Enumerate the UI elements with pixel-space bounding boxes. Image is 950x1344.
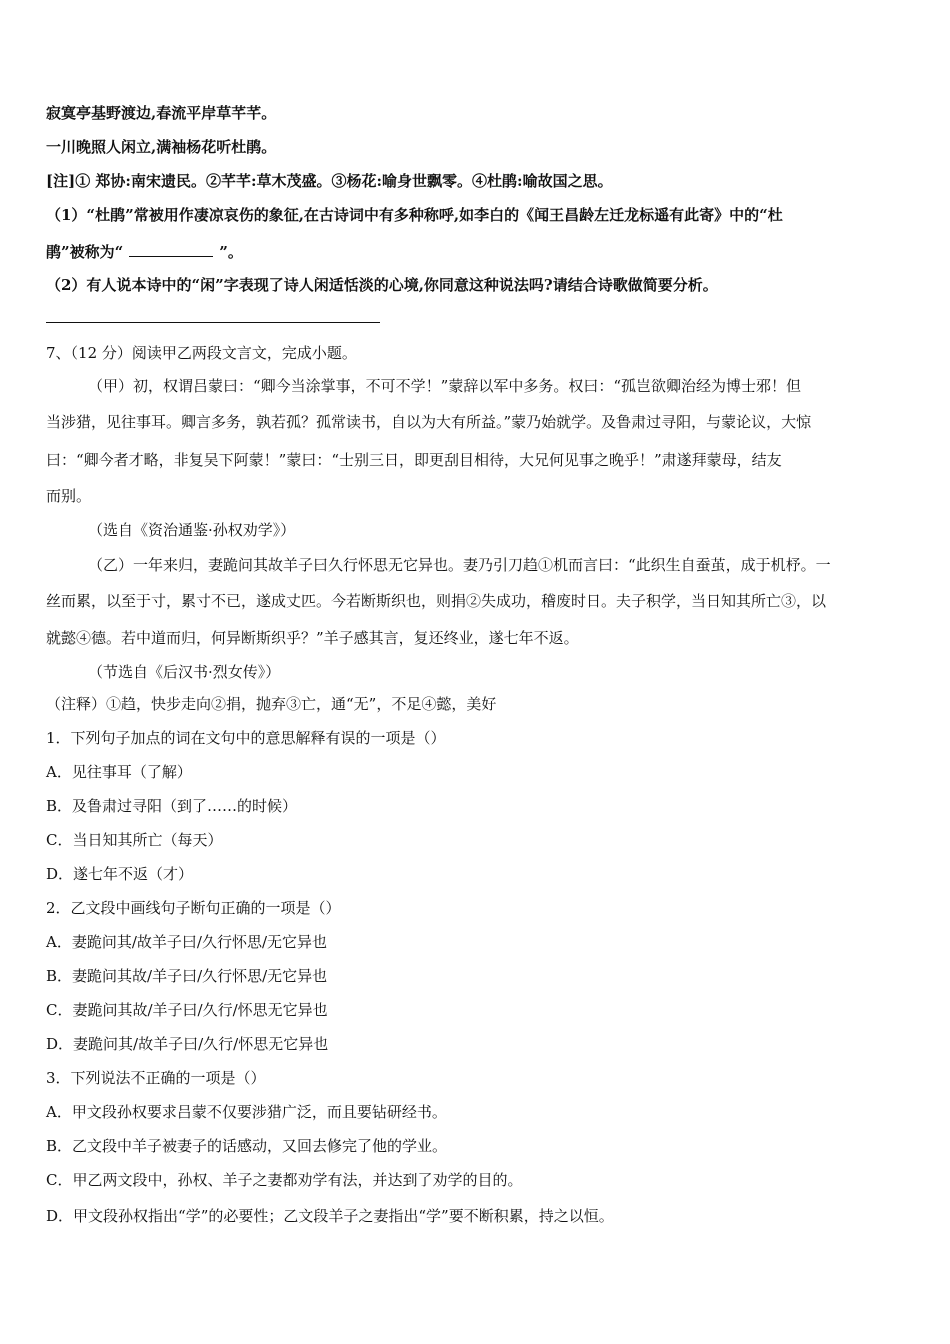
q6-sub1-line1: （1）“杜鹃”常被用作凄凉哀伤的象征,在古诗词中有多种称呼,如李白的《闻王昌龄左迁龙标遥有此寄》中的“杜: [46, 206, 783, 224]
q1-option-a[interactable]: A．见往事耳（了解）: [46, 763, 192, 781]
yi-line-2: 丝而累，以至于寸，累寸不已，遂成丈匹。今若断斯织也，则捐②失成功，稽废时日。夫子积学，当日知其所亡③，以: [46, 592, 827, 610]
q3-option-b[interactable]: B．乙文段中羊子被妻子的话感动，又回去修完了他的学业。: [46, 1137, 448, 1155]
q1-stem: 1．下列句子加点的词在文句中的意思解释有误的一项是（）: [46, 729, 446, 747]
q3-option-d[interactable]: D．甲文段孙权指出“学”的必要性；乙文段羊子之妻指出“学”要不断积累，持之以恒。: [46, 1207, 614, 1225]
jia-line-2: 当涉猎，见往事耳。卿言多务，孰若孤？孤常读书，自以为大有所益。”蒙乃始就学。及鲁肃过寻阳，与蒙论议，大惊: [46, 413, 812, 431]
poem-line-1: 寂寞亭基野渡边,春流平岸草芊芊。: [46, 104, 277, 122]
annotation: （注释）①趋，快步走向②捐，抛弃③亡，通“无”，不足④懿，美好: [46, 695, 497, 713]
q1-option-c[interactable]: C．当日知其所亡（每天）: [46, 831, 223, 849]
q6-sub1-text-after: ”。: [219, 243, 243, 261]
q3-stem: 3．下列说法不正确的一项是（）: [46, 1069, 266, 1087]
jia-line-1: （甲）初，权谓吕蒙曰：“卿今当涂掌事，不可不学！”蒙辞以军中多务。权曰：“孤岂欲卿治经为博士邪！但: [88, 377, 802, 395]
q3-option-a[interactable]: A．甲文段孙权要求吕蒙不仅要涉猎广泛，而且要钻研经书。: [46, 1103, 447, 1121]
yi-line-3: 就懿④德。若中道而归，何异断斯织乎？”羊子感其言，复还终业，遂七年不返。: [46, 629, 579, 647]
answer-line[interactable]: [46, 322, 380, 323]
answer-blank[interactable]: [129, 240, 213, 257]
q2-option-d[interactable]: D．妻跪问其/故羊子曰/久行/怀思无它异也: [46, 1035, 329, 1053]
poem-note: [注]① 郑协:南宋遗民。②芊芊:草木茂盛。③杨花:喻身世飘零。④杜鹃:喻故国之思。: [46, 172, 613, 190]
poem-line-2: 一川晚照人闲立,满袖杨花听杜鹃。: [46, 138, 277, 156]
q2-option-a[interactable]: A．妻跪问其/故羊子曰/久行怀思/无它异也: [46, 933, 327, 951]
q6-sub1-line2: [46, 240, 910, 262]
yi-line-1: （乙）一年来归，妻跪问其故羊子曰久行怀思无它异也。妻乃引刀趋①机而言曰：“此织生自蚕茧，成于机杼。一: [88, 556, 831, 574]
q6-sub2: （2）有人说本诗中的“闲”字表现了诗人闲适恬淡的心境,你同意这种说法吗?请结合诗歌做简要分析。: [46, 276, 718, 294]
q1-option-d[interactable]: D．遂七年不返（才）: [46, 865, 194, 883]
q3-option-c[interactable]: C．甲乙两文段中，孙权、羊子之妻都劝学有法，并达到了劝学的目的。: [46, 1171, 523, 1189]
q6-sub1-text-before: 鹃”被称为“: [46, 243, 124, 261]
jia-line-3: 曰：“卿今者才略，非复吴下阿蒙！”蒙曰：“士别三日，即更刮目相待，大兄何见事之晚乎！”肃遂拜蒙母，结友: [46, 451, 782, 469]
q7-header: 7、（12 分）阅读甲乙两段文言文，完成小题。: [46, 344, 357, 362]
q2-option-c[interactable]: C．妻跪问其故/羊子曰/久行/怀思无它异也: [46, 1001, 328, 1019]
q2-option-b[interactable]: B．妻跪问其故/羊子曰/久行怀思/无它异也: [46, 967, 328, 985]
jia-line-4: 而别。: [46, 487, 92, 505]
jia-source: （选自《资治通鉴·孙权劝学》）: [88, 521, 296, 539]
q1-option-b[interactable]: B．及鲁肃过寻阳（到了……的时候）: [46, 797, 298, 815]
q2-stem: 2．乙文段中画线句子断句正确的一项是（）: [46, 899, 341, 917]
yi-source: （节选自《后汉书·烈女传》）: [88, 663, 281, 681]
